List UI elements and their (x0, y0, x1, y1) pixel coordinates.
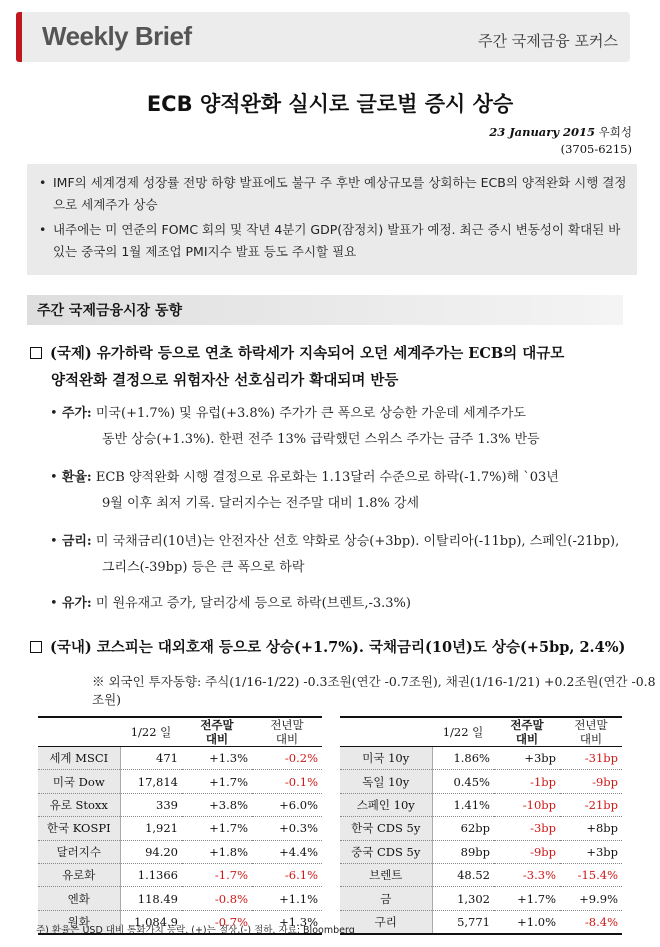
row-week-change: +3.8% (182, 793, 252, 816)
bullet-label: 주가: (61, 406, 92, 421)
bullet-oil: • 유가: 미 원유재고 증가, 달러강세 등으로 하락(브렌트,-3.3%) (50, 596, 411, 611)
table-row (38, 840, 322, 863)
row-name: 금 (340, 887, 432, 910)
bullet-rates: • 금리: 미 국채금리(10년)는 안전자산 선호 약화로 상승(+3bp). 이탈리아(-11bp), 스페인(-21bp), 그리스(-39bp) 등은 큰 폭으로 하락 (50, 529, 628, 581)
col-header-value: 1/22 일 (432, 717, 494, 747)
bullet-text: ECB 양적완화 시행 결정으로 유로화는 1.13달러 수준으로 하락(-1.7%)해 `03년 (95, 470, 559, 485)
bullet-text: 동반 상승(+1.3%). 한편 전주 13% 급락했던 스위스 주가는 금주 1.3% 반등 (102, 432, 540, 447)
bullet-fx: • 환율: ECB 양적완화 시행 결정으로 유로화는 1.13달러 수준으로 하락(-1.7%)해 `03년 9월 이후 최저 기록. 달러지수는 전주말 대비 1.8% 강세 (50, 465, 628, 517)
table-row (340, 887, 622, 910)
table-row (38, 863, 322, 886)
bullet-stocks: • 주가: 미국(+1.7%) 및 유럽(+3.8%) 주가가 큰 폭으로 상승한 가운데 세계주가도 동반 상승(+1.3%). 한편 전주 13% 급락했던 스위스 주가는 금주 1.3% 반등 (50, 401, 628, 453)
row-name: 유로화 (38, 863, 120, 886)
row-year-change: -15.4% (560, 863, 622, 886)
table-row (38, 770, 322, 793)
row-value: 5,771 (432, 910, 494, 933)
row-value: 339 (120, 793, 182, 816)
row-week-change: -0.7% (182, 910, 252, 933)
bullet-text: 그리스(-39bp) 등은 큰 폭으로 하락 (102, 560, 305, 575)
col-header-week: 전주말 대비 (182, 717, 252, 747)
row-week-change: +1.3% (182, 747, 252, 770)
row-week-change: -3.3% (494, 863, 560, 886)
summary-box (27, 164, 637, 275)
table-row (340, 840, 622, 863)
report-header (16, 12, 630, 62)
table-row (38, 887, 322, 910)
row-year-change: +4.4% (252, 840, 322, 863)
bullet-text: 미국(+1.7%) 및 유럽(+3.8%) 주가가 큰 폭으로 상승한 가운데 세계주가도 (95, 406, 526, 421)
table-row (340, 863, 622, 886)
row-value: 1.86% (432, 747, 494, 770)
row-year-change: +8bp (560, 817, 622, 840)
author-phone: (3705-6215) (560, 142, 632, 156)
row-name: 원화 (38, 910, 120, 933)
row-value: 94.20 (120, 840, 182, 863)
col-header-year: 전년말 대비 (560, 717, 622, 747)
row-year-change: -0.2% (252, 747, 322, 770)
row-week-change: +1.8% (182, 840, 252, 863)
summary-text: 내주에는 미 연준의 FOMC 회의 및 작년 4분기 GDP(잠정치) 발표가 예정. 최근 증시 변동성이 확대된 바 있는 중국의 1월 제조업 PMI지수 발표 등도 주시할 필요 (53, 222, 621, 259)
bullet-text: 9월 이후 최저 기록. 달러지수는 전주말 대비 1.8% 강세 (102, 496, 420, 511)
row-value: 17,814 (120, 770, 182, 793)
row-value: 62bp (432, 817, 494, 840)
row-value: 48.52 (432, 863, 494, 886)
row-week-change: +1.7% (182, 817, 252, 840)
report-date: 23 January 2015 (489, 125, 596, 139)
foreign-investment-note: ※ 외국인 투자동향: 주식(1/16-1/22) -0.3조원(연간 -0.7조원), 채권(1/16-1/21) +0.2조원(연간 -0.8조원) (92, 674, 656, 707)
row-year-change: +9.9% (560, 887, 622, 910)
page-title: ECB 양적완화 실시로 글로벌 증시 상승 (146, 92, 514, 116)
col-header-value: 1/22 일 (120, 717, 182, 747)
summary-item: • 내주에는 미 연준의 FOMC 회의 및 작년 4분기 GDP(잠정치) 발표가 예정. 최근 증시 변동성이 확대된 바 있는 중국의 1월 제조업 PMI지수 발표 등도 주시할 필요 (39, 222, 621, 259)
brand-title: Weekly Brief (42, 21, 192, 51)
table-row (340, 817, 622, 840)
table-row (38, 817, 322, 840)
author-info (489, 124, 632, 158)
lead-text: (국내) 코스피는 대외호재 등으로 상승(+1.7%). 국채금리(10년)도 상승(+5bp, 2.4%) (50, 639, 626, 656)
series-title: 주간 국제금융 포커스 (478, 32, 618, 50)
lead-text: 양적완화 결정으로 위험자산 선호심리가 확대되며 반등 (51, 372, 399, 389)
author-name: 우희성 (598, 125, 632, 139)
row-name: 엔화 (38, 887, 120, 910)
footnote: 주) 환율은 USD 대비 통화가치 등락. (+)는 절상,(-) 절하. 자료: Bloomberg (36, 925, 355, 936)
row-value: 1,302 (432, 887, 494, 910)
table-row (340, 770, 622, 793)
market-table-left (38, 716, 322, 935)
summary-text: IMF의 세계경제 성장률 전망 하향 발표에도 불구 주 후반 예상규모를 상회하는 ECB의 양적완화 시행 결정으로 세계주가 상승 (53, 175, 627, 212)
row-year-change: -31bp (560, 747, 622, 770)
row-value: 1,084.9 (120, 910, 182, 933)
row-value: 1,921 (120, 817, 182, 840)
market-table-right (340, 716, 622, 935)
checkbox-square-icon (30, 347, 42, 359)
row-year-change: -8.4% (560, 910, 622, 933)
row-name: 구리 (340, 910, 432, 933)
lead-domestic (30, 634, 635, 661)
row-week-change: -9bp (494, 840, 560, 863)
row-name: 한국 KOSPI (38, 817, 120, 840)
row-name: 브렌트 (340, 863, 432, 886)
row-name: 중국 CDS 5y (340, 840, 432, 863)
checkbox-square-icon (30, 641, 42, 653)
bullet-text: 미 원유재고 증가, 달러강세 등으로 하락(브렌트,-3.3%) (95, 596, 411, 611)
table-corner (340, 717, 432, 747)
row-year-change: +0.3% (252, 817, 322, 840)
table-row (38, 747, 322, 770)
table-row (340, 793, 622, 816)
table-corner (38, 717, 120, 747)
lead-text: (국제) 유가하락 등으로 연초 하락세가 지속되어 오던 세계주가는 ECB의 대규모 (50, 345, 565, 362)
row-year-change: -0.1% (252, 770, 322, 793)
summary-item: • IMF의 세계경제 성장률 전망 하향 발표에도 불구 주 후반 예상규모를 상회하는 ECB의 양적완화 시행 결정으로 세계주가 상승 (39, 175, 627, 212)
row-value: 118.49 (120, 887, 182, 910)
row-value: 471 (120, 747, 182, 770)
row-week-change: +1.7% (182, 770, 252, 793)
section-heading: 주간 국제금융시장 동향 (27, 295, 623, 325)
table-row (340, 747, 622, 770)
bullet-text: 미 국채금리(10년)는 안전자산 선호 약화로 상승(+3bp). 이탈리아(-11bp), 스페인(-21bp), (95, 534, 620, 549)
row-week-change: -1.7% (182, 863, 252, 886)
row-week-change: -3bp (494, 817, 560, 840)
row-name: 유로 Stoxx (38, 793, 120, 816)
row-name: 한국 CDS 5y (340, 817, 432, 840)
row-week-change: -10bp (494, 793, 560, 816)
row-year-change: +1.1% (252, 887, 322, 910)
row-name: 달러지수 (38, 840, 120, 863)
col-header-year: 전년말 대비 (252, 717, 322, 747)
row-week-change: -0.8% (182, 887, 252, 910)
table-row (38, 793, 322, 816)
row-value: 1.1366 (120, 863, 182, 886)
row-name: 미국 10y (340, 747, 432, 770)
col-header-week: 전주말 대비 (494, 717, 560, 747)
row-name: 독일 10y (340, 770, 432, 793)
accent-bar (16, 12, 22, 62)
row-value: 1.41% (432, 793, 494, 816)
lead-international (30, 340, 635, 394)
row-week-change: +1.7% (494, 887, 560, 910)
row-name: 미국 Dow (38, 770, 120, 793)
row-week-change: -1bp (494, 770, 560, 793)
row-year-change: +1.3% (252, 910, 322, 933)
row-year-change: -21bp (560, 793, 622, 816)
row-name: 스페인 10y (340, 793, 432, 816)
row-year-change: -6.1% (252, 863, 322, 886)
row-week-change: +3bp (494, 747, 560, 770)
row-year-change: -9bp (560, 770, 622, 793)
row-year-change: +6.0% (252, 793, 322, 816)
row-year-change: +3bp (560, 840, 622, 863)
row-name: 세계 MSCI (38, 747, 120, 770)
bullet-label: 유가: (61, 596, 92, 611)
bullet-label: 환율: (61, 470, 92, 485)
table-row (340, 910, 622, 933)
row-value: 0.45% (432, 770, 494, 793)
bullet-label: 금리: (61, 534, 92, 549)
row-value: 89bp (432, 840, 494, 863)
row-week-change: +1.0% (494, 910, 560, 933)
